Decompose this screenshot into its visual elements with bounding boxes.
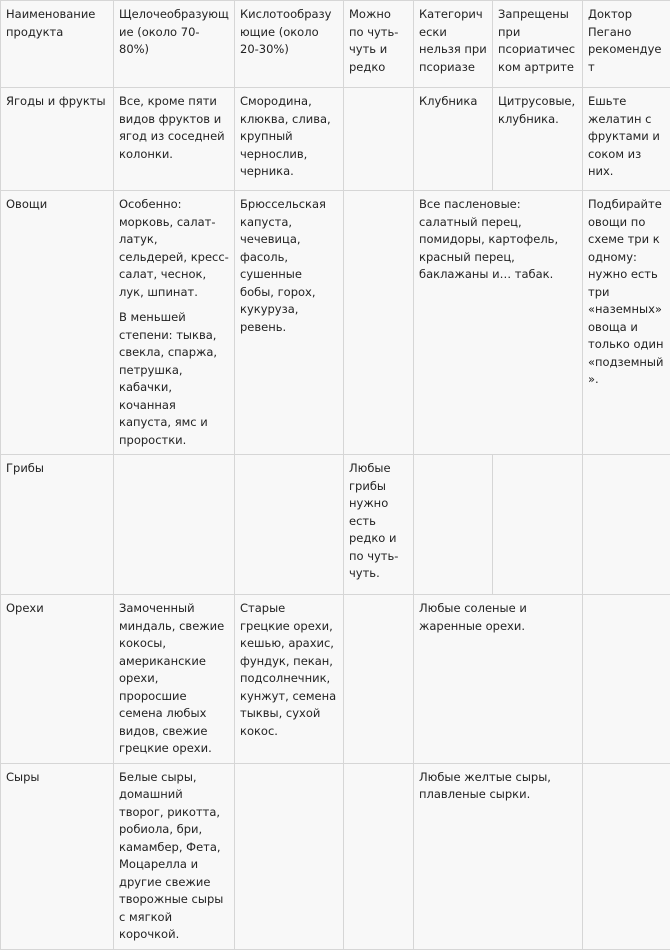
header-forbidden-arthritis: Запрещены при псориатическом артрите [493, 1, 583, 88]
cell-pegano [583, 763, 670, 949]
cell-pegano: Ешьте желатин с фруктами и соком из них. [583, 88, 670, 191]
header-product-name: Наименование продукта [1, 1, 114, 88]
table-row-nuts [1, 595, 670, 764]
cell-forbidden-psoriasis [414, 455, 493, 595]
header-sometimes: Можно по чуть-чуть и редко [344, 1, 414, 88]
table-row-mushrooms [1, 455, 670, 595]
cell-pegano [583, 455, 670, 595]
header-pegano-recommends: Доктор Пегано рекомендует [583, 1, 670, 88]
cell-product-name: Орехи [1, 595, 114, 764]
cell-pegano [583, 595, 670, 764]
cell-product-name: Ягоды и фрукты [1, 88, 114, 191]
cell-forbidden-merged: Любые соленые и жаренные орехи. [414, 595, 583, 764]
cell-acidic [235, 455, 344, 595]
alkaline-paragraph-especially: Особенно: морковь, салат-латук, сельдерей, кресс-салат, чеснок, лук, шпинат. [119, 196, 229, 301]
cell-product-name: Овощи [1, 191, 114, 455]
header-alkaline: Щелочеобразующие (около 70-80%) [114, 1, 235, 88]
cell-forbidden-arthritis [493, 455, 583, 595]
cell-alkaline: Белые сыры, домашний творог, рикотта, робиола, бри, камамбер, Фета, Моцарелла и другие свежие творожные сыры с мягкой корочкой. [114, 763, 235, 949]
cell-sometimes [344, 191, 414, 455]
cell-alkaline [114, 191, 235, 455]
cell-pegano: Подбирайте овощи по схеме три к одному: нужно есть три «наземных» овоща и только один «подземный». [583, 191, 670, 455]
cell-acidic: Смородина, клюква, слива, крупный чернослив, черника. [235, 88, 344, 191]
cell-product-name: Сыры [1, 763, 114, 949]
cell-alkaline: Замоченный миндаль, свежие кокосы, американские орехи, проросшие семена любых видов, свежие грецкие орехи. [114, 595, 235, 764]
cell-forbidden-merged: Все пасленовые: салатный перец, помидоры, картофель, красный перец, баклажаны и… табак. [414, 191, 583, 455]
table-header-row [1, 1, 670, 88]
cell-sometimes [344, 763, 414, 949]
cell-forbidden-arthritis: Цитрусовые, клубника. [493, 88, 583, 191]
header-acidic: Кислотообразующие (около 20-30%) [235, 1, 344, 88]
cell-alkaline [114, 455, 235, 595]
table-row-berries-fruits [1, 88, 670, 191]
table-row-vegetables [1, 191, 670, 455]
cell-acidic [235, 763, 344, 949]
cell-sometimes [344, 88, 414, 191]
cell-acidic: Брюссельская капуста, чечевица, фасоль, сушенные бобы, горох, кукуруза, ревень. [235, 191, 344, 455]
header-forbidden-psoriasis: Категорически нельзя при псориазе [414, 1, 493, 88]
table-row-cheeses [1, 763, 670, 949]
alkaline-paragraph-lesser: В меньшей степени: тыква, свекла, спаржа, петрушка, кабачки, кочанная капуста, ямс и проростки. [119, 309, 229, 449]
cell-forbidden-psoriasis: Клубника [414, 88, 493, 191]
cell-acidic: Старые грецкие орехи, кешью, арахис, фундук, пекан, подсолнечник, кунжут, семена тыквы, сухой кокос. [235, 595, 344, 764]
cell-forbidden-merged: Любые желтые сыры, плавленые сырки. [414, 763, 583, 949]
cell-sometimes: Любые грибы нужно есть редко и по чуть-чуть. [344, 455, 414, 595]
cell-product-name: Грибы [1, 455, 114, 595]
cell-sometimes [344, 595, 414, 764]
cell-alkaline: Все, кроме пяти видов фруктов и ягод из соседней колонки. [114, 88, 235, 191]
